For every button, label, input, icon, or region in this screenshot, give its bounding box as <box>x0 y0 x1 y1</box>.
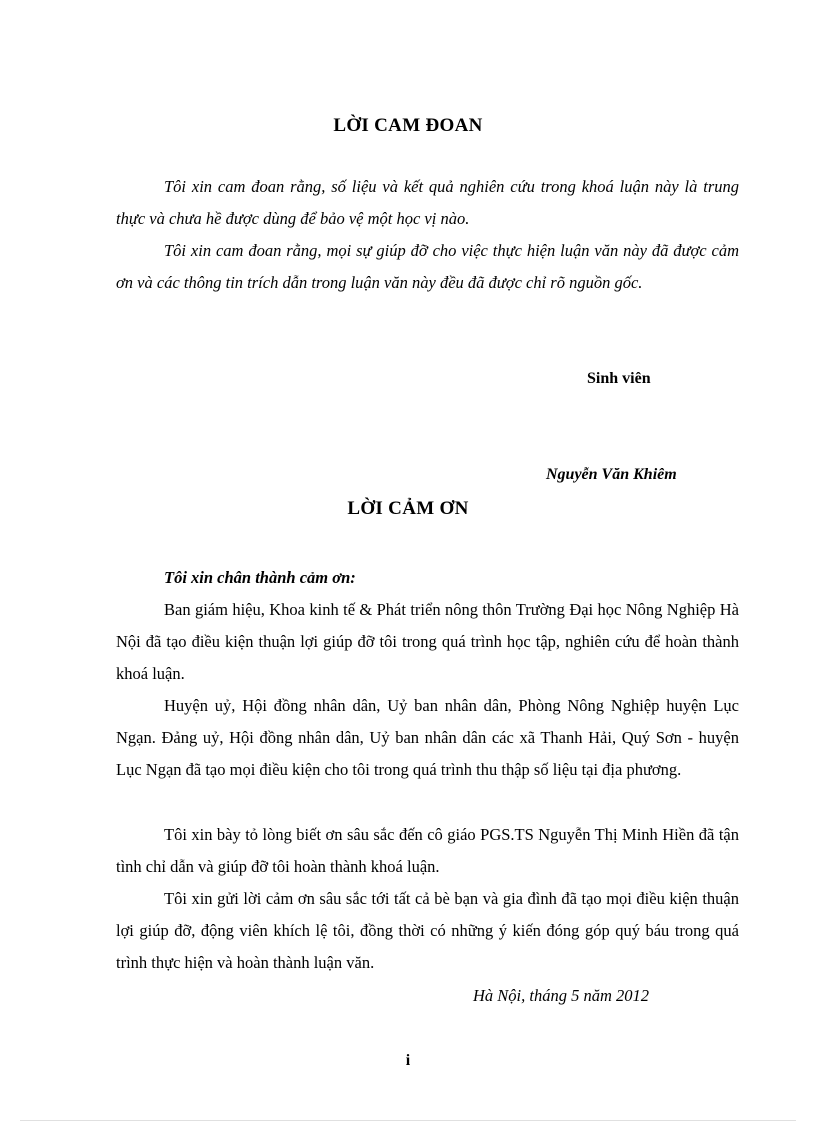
declaration-title: LỜI CAM ĐOAN <box>333 115 483 136</box>
signer-name: Nguyễn Văn Khiêm <box>546 466 677 483</box>
declaration-paragraph-2: Tôi xin cam đoan rằng, mọi sự giúp đỡ cho việc thực hiện luận văn này đã được cảm ơn và các thông tin trích dẫn trong luận văn này đều đã được chỉ rõ nguồn gốc. <box>116 241 739 292</box>
signer-role: Sinh viên <box>587 370 651 387</box>
acknowledgement-paragraph-3: Tôi xin bày tỏ lòng biết ơn sâu sắc đến cô giáo PGS.TS Nguyễn Thị Minh Hiền đã tận tình chỉ dẫn và giúp đỡ tôi hoàn thành khoá luận. <box>116 825 739 876</box>
acknowledgement-paragraph-1: Ban giám hiệu, Khoa kinh tế & Phát triển nông thôn Trường Đại học Nông Nghiệp Hà Nội đã tạo điều kiện thuận lợi giúp đỡ tôi trong quá trình học tập, nghiên cứu để hoàn thành khoá luận. <box>116 600 739 683</box>
declaration-paragraph-1: Tôi xin cam đoan rằng, số liệu và kết quả nghiên cứu trong khoá luận này là trung thực và chưa hề được dùng để bảo vệ một học vị nào. <box>116 177 739 228</box>
acknowledgement-title: LỜI CẢM ƠN <box>347 498 469 519</box>
acknowledgement-lead: Tôi xin chân thành cảm ơn: <box>164 568 356 587</box>
page-number: i <box>405 1052 411 1069</box>
place-date: Hà Nội, tháng 5 năm 2012 <box>473 986 650 1005</box>
acknowledgement-paragraph-2: Huyện uỷ, Hội đồng nhân dân, Uỷ ban nhân dân, Phòng Nông Nghiệp huyện Lục Ngạn. Đảng uỷ, Hội đồng nhân dân, Uỷ ban nhân dân các xã Thanh Hải, Quý Sơn - huyện Lục Ngạn đã tạo mọi điều kiện cho tôi trong quá trình thu thập số liệu tại địa phương. <box>116 696 739 779</box>
page-bottom-divider <box>20 1120 796 1121</box>
acknowledgement-paragraph-4: Tôi xin gửi lời cảm ơn sâu sắc tới tất cả bè bạn và gia đình đã tạo mọi điều kiện thuận lợi giúp đỡ, động viên khích lệ tôi, đồng thời có những ý kiến đóng góp quý báu trong quá trình thực hiện và hoàn thành luận văn. <box>116 889 739 972</box>
